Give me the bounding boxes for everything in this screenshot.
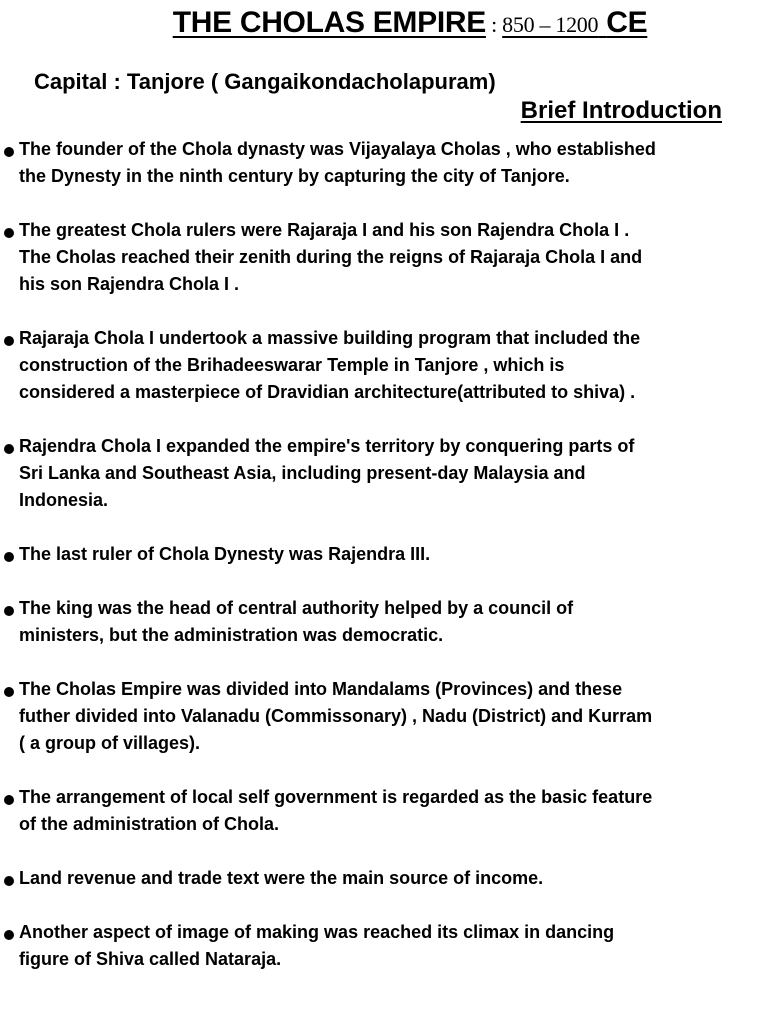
bullet-icon [4,147,14,157]
point-text-5: The last ruler of Chola Dynesty was Rajendra III. [19,544,431,564]
title-years: 850 – 1200 [502,12,599,37]
bullet-icon [4,930,14,940]
point-text-10: Another aspect of image of making was reached its climax in dancing figure of Shiva called Nataraja. [19,922,615,969]
title-separator: : [485,12,503,37]
bullet-point-4 [0,433,768,514]
bullet-icon [4,876,14,886]
bullet-list [0,136,768,1000]
point-text-6: The king was the head of central authority helped by a council of ministers, but the administration was democratic. [19,598,574,645]
bullet-icon [4,552,14,562]
bullet-point-7 [0,676,768,757]
bullet-icon [4,795,14,805]
section-heading: Brief Introduction [520,97,722,124]
point-text-7: The Cholas Empire was divided into Mandalams (Provinces) and these futher divided into Valanadu (Commissonary) , Nadu (District) and Kurram ( a group of villages). [19,679,653,753]
point-text-8: The arrangement of local self government is regarded as the basic feature of the administration of Chola. [19,787,653,834]
bullet-icon [4,606,14,616]
point-text-4: Rajendra Chola I expanded the empire's territory by conquering parts of Sri Lanka and Southeast Asia, including present-day Malaysia and Indonesia. [19,436,635,510]
bullet-point-3 [0,325,768,406]
bullet-point-5 [0,541,768,568]
bullet-point-2 [0,217,768,298]
bullet-point-10 [0,919,768,973]
bullet-point-9 [0,865,768,892]
point-text-1: The founder of the Chola dynasty was Vijayalaya Cholas , who established the Dynesty in the ninth century by capturing the city of Tanjore. [19,139,656,186]
capital-line: Capital : Tanjore ( Gangaikondacholapuram) [34,69,496,94]
point-text-3: Rajaraja Chola I undertook a massive building program that included the construction of the Brihadeeswarar Temple in Tanjore , which is considered a masterpiece of Dravidian architecture(attributed to shiva) . [19,328,641,402]
bullet-icon [4,228,14,238]
bullet-icon [4,336,14,346]
bullet-point-6 [0,595,768,649]
bullet-point-8 [0,784,768,838]
bullet-point-1 [0,136,768,190]
page-title [0,6,768,40]
point-text-9: Land revenue and trade text were the main source of income. [19,868,544,888]
bullet-icon [4,687,14,697]
bullet-icon [4,444,14,454]
title-era: CE [606,6,648,39]
title-main: THE CHOLAS EMPIRE [172,6,486,39]
point-text-2: The greatest Chola rulers were Rajaraja I and his son Rajendra Chola I . The Cholas reached their zenith during the reigns of Rajaraja Chola I and his son Rajendra Chola I . [19,220,643,294]
